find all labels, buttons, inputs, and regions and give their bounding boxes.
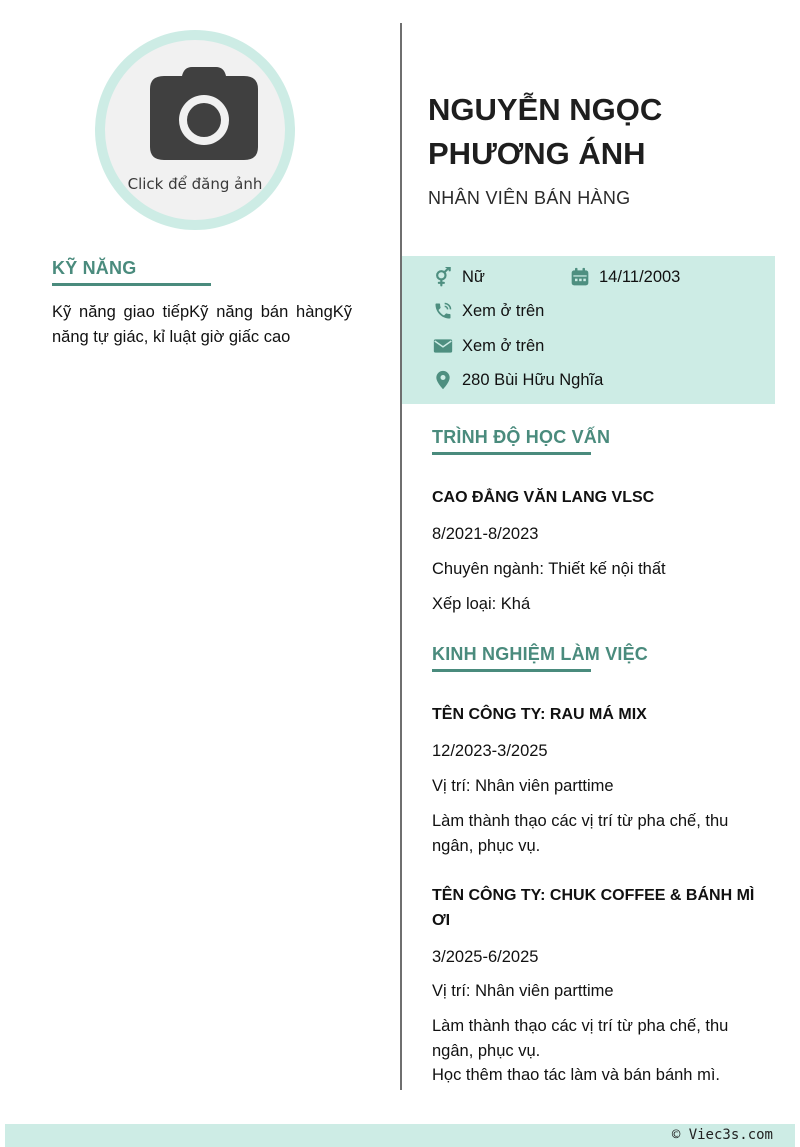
gender-value: Nữ xyxy=(462,267,485,286)
calendar-icon xyxy=(569,266,591,288)
job-company: TÊN CÔNG TY: RAU MÁ MIX xyxy=(432,706,647,723)
phone-item xyxy=(432,300,544,322)
envelope-icon xyxy=(432,335,454,357)
email-item xyxy=(432,335,544,357)
education-period: 8/2021-8/2023 xyxy=(432,525,539,543)
column-divider xyxy=(400,23,402,1090)
job-company: TÊN CÔNG TY: CHUK COFFEE & BÁNH MÌ ƠI xyxy=(432,887,755,929)
map-pin-icon xyxy=(432,369,454,391)
phone-value: Xem ở trên xyxy=(462,301,545,320)
skills-underline xyxy=(52,283,211,286)
education-underline xyxy=(432,452,591,455)
skills-title: KỸ NĂNG xyxy=(52,258,137,278)
education-major: Chuyên ngành: Thiết kế nội thất xyxy=(432,560,666,578)
job-position: Vị trí: Nhân viên parttime xyxy=(432,982,614,1000)
job-description-extra: Học thêm thao tác làm và bán bánh mì. xyxy=(432,1066,720,1084)
contact-box xyxy=(402,256,775,404)
avatar-placeholder xyxy=(105,40,285,220)
education-title: TRÌNH ĐỘ HỌC VẤN xyxy=(432,427,611,447)
footer-bar xyxy=(5,1124,795,1147)
avatar-caption: Click để đăng ảnh xyxy=(127,175,263,193)
job-description: Làm thành thạo các vị trí từ pha chế, thu ngân, phục vụ. xyxy=(432,1017,729,1060)
job-period: 3/2025-6/2025 xyxy=(432,948,539,966)
education-grade: Xếp loại: Khá xyxy=(432,595,531,613)
experience-title: KINH NGHIỆM LÀM VIỆC xyxy=(432,644,649,664)
birthday-item xyxy=(569,266,680,288)
job-description: Làm thành thạo các vị trí từ pha chế, thu ngân, phục vụ. xyxy=(432,812,729,855)
footer-credit: © Viec3s.com xyxy=(671,1127,773,1143)
experience-underline xyxy=(432,669,591,672)
phone-icon xyxy=(432,300,454,322)
birthday-value: 14/11/2003 xyxy=(599,267,681,286)
job-title: NHÂN VIÊN BÁN HÀNG xyxy=(428,188,631,208)
avatar-upload[interactable] xyxy=(95,30,295,230)
candidate-name: NGUYỄN NGỌC PHƯƠNG ÁNH xyxy=(428,92,663,171)
address-value: 280 Bùi Hữu Nghĩa xyxy=(462,370,604,389)
email-value: Xem ở trên xyxy=(462,336,545,355)
address-item xyxy=(432,369,603,391)
camera-icon xyxy=(150,67,258,160)
skills-text: Kỹ năng giao tiếpKỹ năng bán hàngKỹ năng tự giác, kỉ luật giờ giấc cao xyxy=(52,303,352,346)
job-period: 12/2023-3/2025 xyxy=(432,742,548,760)
job-position: Vị trí: Nhân viên parttime xyxy=(432,777,614,795)
gender-icon xyxy=(432,266,454,288)
education-school: CAO ĐẲNG VĂN LANG VLSC xyxy=(432,489,655,506)
gender-item xyxy=(432,266,485,288)
